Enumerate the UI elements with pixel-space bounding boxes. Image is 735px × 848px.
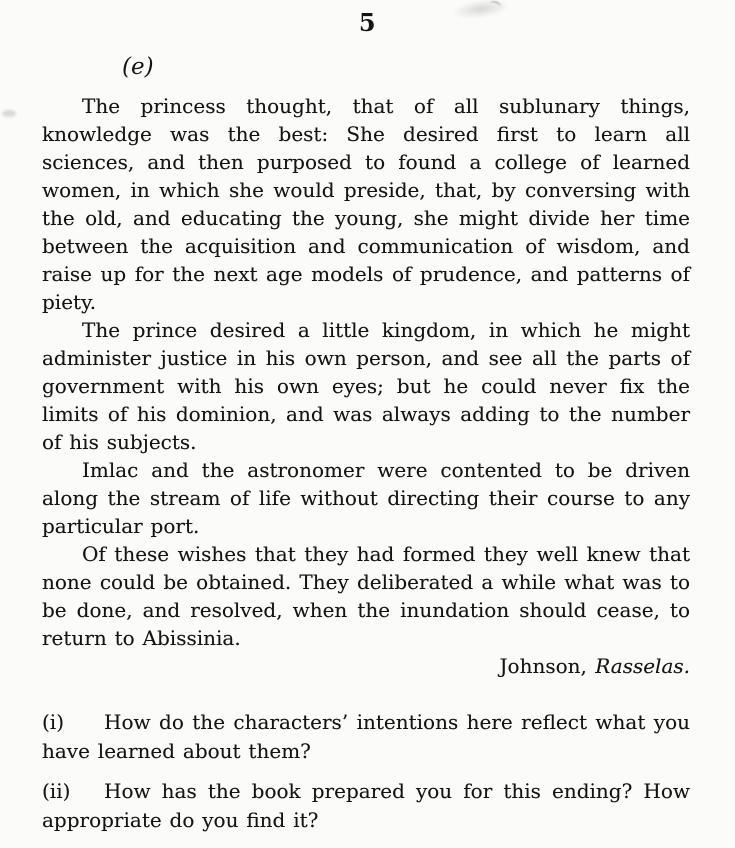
section-label: (e) xyxy=(122,54,154,80)
scan-speck xyxy=(2,110,16,117)
question-label-i: (i) xyxy=(42,710,65,734)
questions-block xyxy=(42,708,690,835)
question-item-ii xyxy=(42,777,690,835)
passage-block xyxy=(42,92,690,680)
attribution-author: Johnson, xyxy=(499,654,596,678)
question-text-i: How do the characters’ intentions here reflect what you have learned about them? xyxy=(42,710,690,763)
attribution xyxy=(42,652,690,680)
passage-paragraph-1: The princess thought, that of all sublunary things, knowledge was the best: She desired first to learn all sciences, and then purposed to found a college of learned women, in which she would preside, that, by conversing with the old, and educating the young, she might divide her time between the acquisition and communication of wisdom, and raise up for the next age models of prudence, and patterns of piety. xyxy=(42,94,690,314)
page-number: 5 xyxy=(358,8,377,37)
attribution-work-title: Rasselas. xyxy=(595,654,690,678)
passage-paragraph-2: The prince desired a little kingdom, in which he might administer justice in his own person, and see all the parts of government with his own eyes; but he could never fix the limits of his dominion, and was always adding to the number of his subjects. xyxy=(42,318,690,454)
passage-paragraph-3: Imlac and the astronomer were contented to be driven along the stream of life without directing their course to any particular port. xyxy=(42,458,690,538)
question-text-ii: How has the book prepared you for this ending? How appropriate do you find it? xyxy=(42,779,690,832)
question-item-i xyxy=(42,708,690,766)
question-label-ii: (ii) xyxy=(42,779,71,803)
passage-paragraph-4: Of these wishes that they had formed they well knew that none could be obtained. They deliberated a while what was to be done, and resolved, when the inundation should cease, to return to Abissinia. xyxy=(42,542,690,650)
